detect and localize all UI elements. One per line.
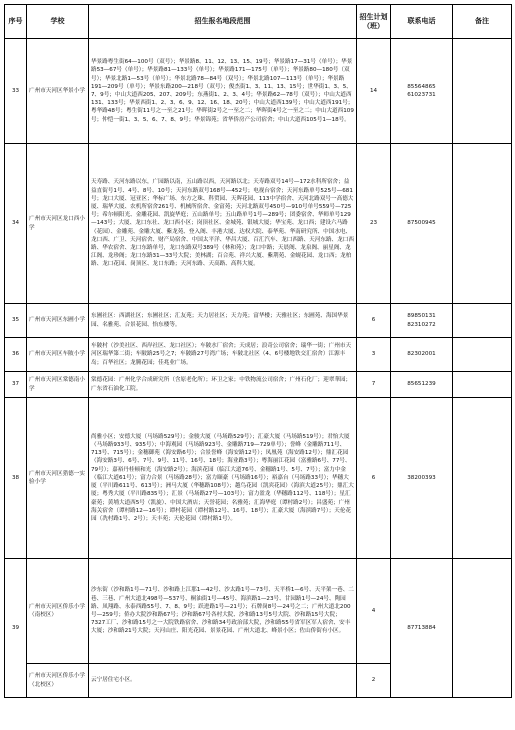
cell-note bbox=[453, 398, 512, 559]
table-row bbox=[5, 559, 512, 664]
cell-seq: 33 bbox=[5, 39, 27, 144]
header-note: 备注 bbox=[453, 5, 512, 39]
cell-school: 广州市天河区侨乐小学（北校区） bbox=[27, 664, 89, 698]
cell-seq: 34 bbox=[5, 144, 27, 304]
cell-note bbox=[453, 338, 512, 372]
cell-scope: 天寿路、天河东路以东，广园路以南，五山路以西，天河路以北；天寿路双号14号—172水科所宿舍；益益直街号1号、4号、8号、10号；天河东路双号168号—452号；电视台宿舍；天河东路单号525号—681号；龙口大厦、冠亚区；华标广场、东方之珠、科贸园、天晖花园、113中学宿舍、天河北路双号一高德大厦、瑞华大厦、农机所宿舍261号、机械所宿舍、金富苑；天河北路双号450号—910号单号559号—725号；希尔顿阳光、金雕花园、凯旋华庭；五山路单号；五山路单号1号—289号；团委宿舍、华师单号129—143号；大厦、龙口东社、龙口西小区；岗顶社区、金城苑、银城大厦；华宝苑、龙口西；建设六马路（花园）、金雕苑、金雕大厦、紫龙苑、登入阁、丰港大厦、达权大院、泰华苑、华南研究所、中国水电、龙口西、广卫、天河宿舍、财产局宿舍、中国太平洋、华昌大厦、百汇汽车、龙口西路、天河东路、龙口西路、华农宿舍、龙口东路单号，龙口东路双号389号（林和苑）；龙口中路；天晨阁、龙泉阁、丽星阁、龙江阁、龙珍阁；龙口东路31—33号大院；美林湖；百合苑、祥兴大厦、紫荆苑、金蚬花园、龙口西；龙柏路、龙口花园、岗顶区、龙口东路；天河东路、天高路、高科大厦。 bbox=[89, 144, 357, 304]
header-scope: 招生报名地段范围 bbox=[89, 5, 357, 39]
table-row bbox=[5, 144, 512, 304]
cell-scope: 云宁居住宅小区。 bbox=[89, 664, 357, 698]
admission-table bbox=[4, 4, 512, 698]
cell-plan: 23 bbox=[357, 144, 391, 304]
table-row bbox=[5, 338, 512, 372]
header-school: 学校 bbox=[27, 5, 89, 39]
cell-scope: 东圃社区：西湖社区；东圃社区；汇友苑；天力居社区；天力苑；富华楼；天雅社区；东圃苑、海国华景园、名雅苑、合景花园、怡东楼等。 bbox=[89, 304, 357, 338]
cell-scope: 尚雅小区；安德大厦（马场路529号）；金骏大厦（马场路529号）；汇豪大厦（马场路519号）；君怡大厦（马场路933号、935号）；中海观园（马场路923号、金雕路719—729单号）；誉峰（金雕路711号、713号、715号）；金穗御苑（海安路6号）；合景誉峰（海安路12号）；凤凰苑（海安路12号）；鼎汇花园（海安路3号、6号、7号、9号、11号、16号、18号；海业路3号）；粤海丽江花园（富雅路6号、77号、79号）；嘉裕丹桂顿和光（海安路2号）；海滨花园（临江大道76号、金穗路1号、5号、7号）；富力中金（临江大道61号）；富力合景（马场路28号）；富力颐豪（马场路16号）；裕嘉台（马场路33号）；华穗大厦（平川路611号、613号）；洲马大厦（华穗路108号）；越鸟花园（凯宾花园）（海滨大道25号）；鼎汇大厦；粤秀大厦（平川路835号）；汇景（马场路27号—103号）；富力盈龙（华穗路112号、118号）；星汇豪苑；黄埔大道西5号（凯旋）、中国大酒店；天誉花园；名雅苑；汇海华庭（谭村路2号）；昌盛苑；广州海关宿舍（谭村路12—16号）；谭村花园（谭村路12号、16号、18号）；汇豪大厦（海滨路7号）；天伦花园（冼村路1号、2号）；天丰苑；天伦花园（谭村路1号）。 bbox=[89, 398, 357, 559]
cell-seq: 37 bbox=[5, 372, 27, 398]
cell-note bbox=[453, 559, 512, 698]
header-seq: 序号 bbox=[5, 5, 27, 39]
cell-plan: 3 bbox=[357, 338, 391, 372]
cell-school: 广州市天河区华景小学 bbox=[27, 39, 89, 144]
cell-school: 广州市天河区东圃小学 bbox=[27, 304, 89, 338]
cell-note bbox=[453, 39, 512, 144]
header-row bbox=[5, 5, 512, 39]
cell-plan: 14 bbox=[357, 39, 391, 144]
cell-scope: 华景路粤生街64—100号（双号）；华景路8、11、12、13、15、19号；华景路17—31号（单号）；华景路53—67号（单号）；华景路81—133号（单号）；华景路171—175号（单号）；华景路80—180号（双号）；华景北路1—53号（单号）；华景北路78—84号（双号）；华景北路107—113号（单号）；华景路191—209号（单号）；华景东路200—218号（双号）；俊杰街1、3、11、13、15号；世华街1、3、5、7、9号；中山大道西205、207、209号；东燕街1、2、3、4号；华景路62—78号（双号）；中山大道西131、133号；华景西街1、2、3、6、9、12、16、18、20号；中山大道西139号；中山大道西191号；粤华路48号；粤生街11号之一至之21号；华晖街2号之一至之二；华晖街4号之一至之二；中山大道西109号；仲恺一街1、3、5、6、7、8、9号；华景锦苑；省华侨房产公司宿舍；中山大道西105号1—18号。 bbox=[89, 39, 357, 144]
cell-phone: 82302001 bbox=[391, 338, 453, 372]
cell-plan: 7 bbox=[357, 372, 391, 398]
cell-phone: 89850131 82310272 bbox=[391, 304, 453, 338]
cell-seq: 38 bbox=[5, 398, 27, 559]
cell-plan: 2 bbox=[357, 664, 391, 698]
cell-seq: 36 bbox=[5, 338, 27, 372]
cell-phone: 85564865 61023731 bbox=[391, 39, 453, 144]
cell-school: 广州市天河区龙口西小学 bbox=[27, 144, 89, 304]
cell-phone: 85651239 bbox=[391, 372, 453, 398]
cell-school: 广州市天河区猎德一实验小学 bbox=[27, 398, 89, 559]
table-row bbox=[5, 39, 512, 144]
table-row bbox=[5, 304, 512, 338]
table-row bbox=[5, 398, 512, 559]
cell-plan: 6 bbox=[357, 304, 391, 338]
cell-note bbox=[453, 372, 512, 398]
cell-note bbox=[453, 144, 512, 304]
cell-note bbox=[453, 304, 512, 338]
admission-table-page bbox=[4, 4, 511, 698]
cell-seq: 35 bbox=[5, 304, 27, 338]
cell-scope: 车陂村（沙美社区、西岸社区、龙口社区）；车陂水厂宿舍；天成居；浪奇公司宿舍；瑞华一街；广州市天河区瑞华第二街；车陂路25号之7；车陂路27号湾广场；车陂北社区（4、6号楼地铁交汇宿舍）江源丰岛；百华社区；龙腾花园；佳兆业广场。 bbox=[89, 338, 357, 372]
table-row bbox=[5, 372, 512, 398]
cell-seq: 39 bbox=[5, 559, 27, 698]
header-phone: 联系电话 bbox=[391, 5, 453, 39]
cell-phone: 87713884 bbox=[391, 559, 453, 698]
cell-school: 广州市天河区棠德南小学 bbox=[27, 372, 89, 398]
cell-phone: 87500945 bbox=[391, 144, 453, 304]
cell-plan: 4 bbox=[357, 559, 391, 664]
cell-school: 广州市天河区侨乐小学（南校区） bbox=[27, 559, 89, 664]
cell-scope: 沙东街（沙和路1号—71号、沙和路上江那1—42号、沙太路1号—73号、天平桥1—6号、天平架一巷、二巷、三巷、广州大道北498号—537号、桐油街1号—45号、海滨路1—23号、甘园路1号—24号、陶园路、凤翔路、永泰西路55号、7、8、9号；跃进路1号—21号）；石牌岗8号—24号之二；广州大道北200号—259号；侨办大院沙和路67号；沙和路67号各村大院、沙和路13号5号大院、沙和路15号大院；7327工厂、沙和路15号之一大院铁路宿舍、沙和路34号政治部大院，沙和路55号省军区军人宿舍、安丰大厦；沙和路21号大院；天河山庄、阳光花园、景景花园、广州大道北、峰景小区；佐山侨街有小区。 bbox=[89, 559, 357, 664]
cell-plan: 6 bbox=[357, 398, 391, 559]
cell-school: 广州市天河区车陂小学 bbox=[27, 338, 89, 372]
cell-scope: 棠德花园：广州化学合成研究所（含原老化所）；环卫之家；中铁物流公司宿舍；广州石化厂；迎翠華园；广东省石油化工院。 bbox=[89, 372, 357, 398]
cell-phone: 38200393 bbox=[391, 398, 453, 559]
header-plan: 招生计划（班） bbox=[357, 5, 391, 39]
